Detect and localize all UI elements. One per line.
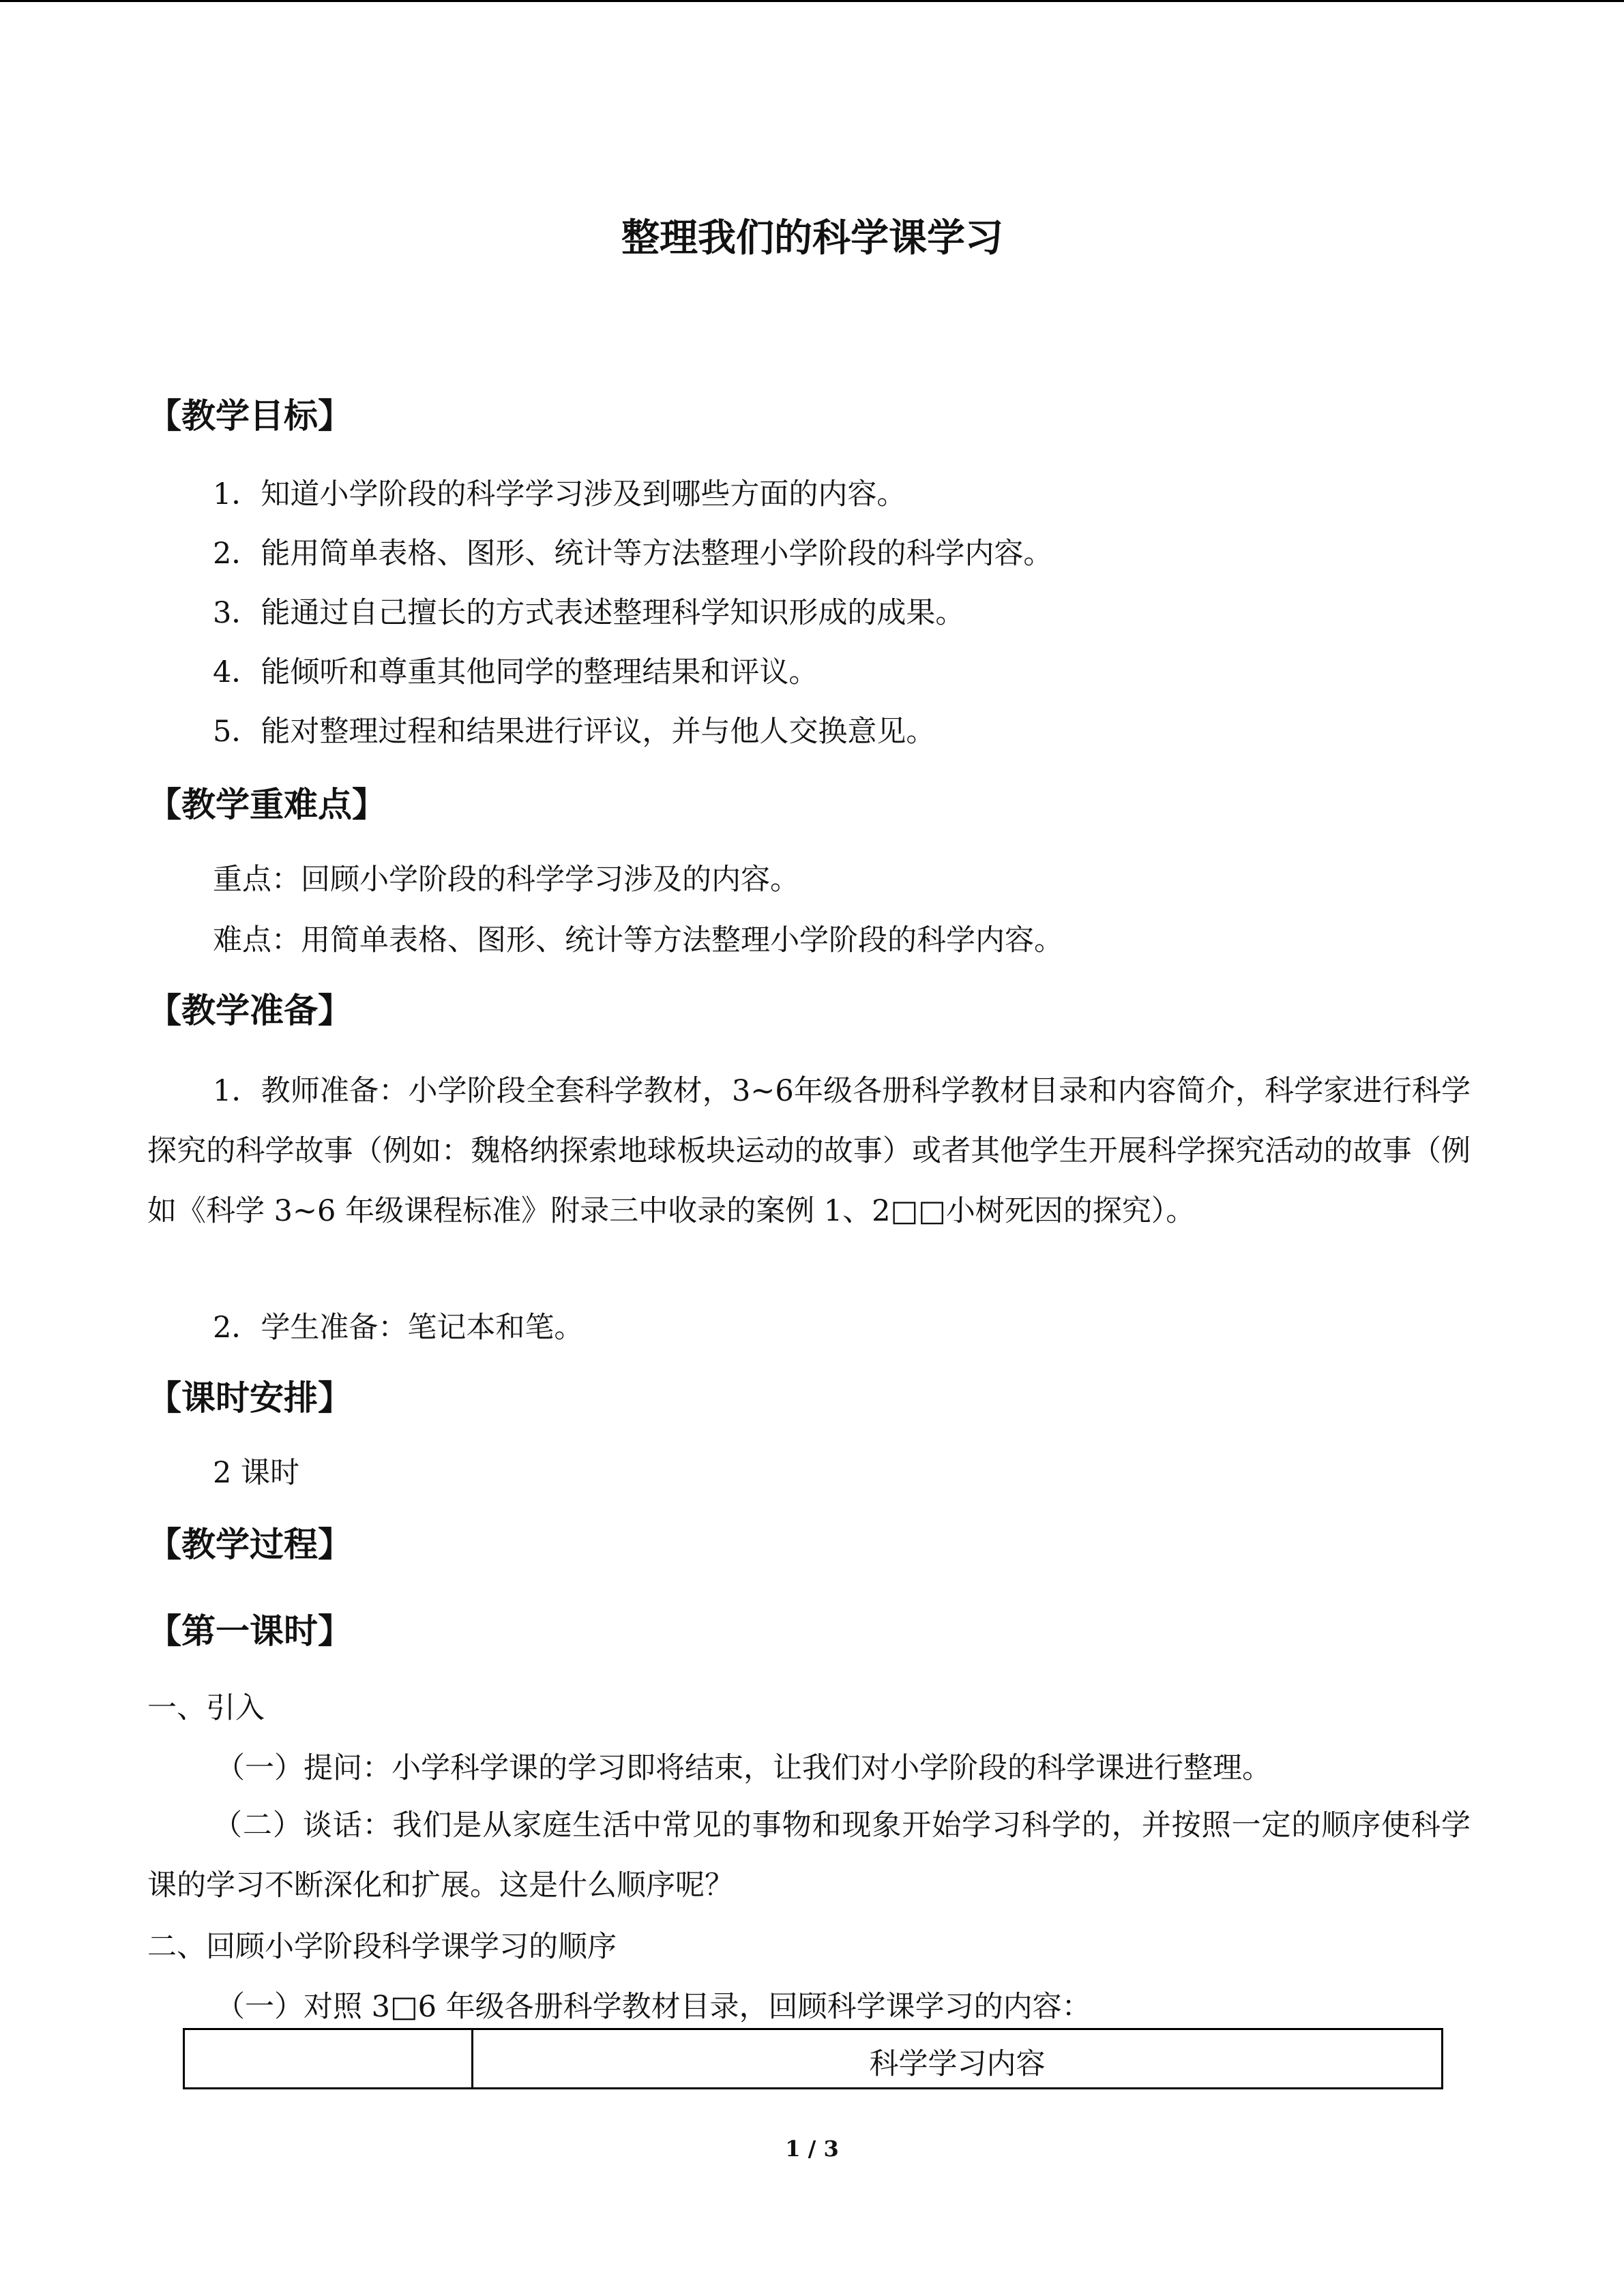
objective-item-5: 5．能对整理过程和结果进行评议，并与他人交换意见。 [213, 715, 936, 749]
intro-item-1: （一）提问：小学科学课的学习即将结束，让我们对小学阶段的科学课进行整理。 [216, 1751, 1271, 1785]
heading-process: 【教学过程】 [147, 1525, 352, 1564]
heading-preparation: 【教学准备】 [147, 991, 352, 1030]
table-header-cell-2: 科学学习内容 [869, 2046, 1046, 2081]
preparation-teacher: 1．教师准备：小学阶段全套科学教材，3~6年级各册科学教材目录和内容简介，科学家进行科学探究的科学故事（例如：魏格纳探索地球板块运动的故事）或者其他学生开展科学探究活动的故事（例如《科学 3~6 年级课程标准》附录三中收录的案例 1、2□□小树死因的探究）。 [147, 1074, 1471, 1228]
top-border-rule [0, 0, 1624, 2]
review-item-1: （一）对照 3□6 年级各册科学教材目录，回顾科学课学习的内容： [216, 1990, 1091, 2024]
intro-item-2: （二）谈话：我们是从家庭生活中常见的事物和现象开始学习科学的，并按照一定的顺序使科学课的学习不断深化和扩展。这是什么顺序呢？ [147, 1808, 1471, 1903]
intro-title: 一、引入 [147, 1691, 265, 1725]
objective-item-2: 2．能用简单表格、图形、统计等方法整理小学阶段的科学内容。 [213, 537, 1053, 571]
key-point-difficulty: 难点：用简单表格、图形、统计等方法整理小学阶段的科学内容。 [213, 923, 1063, 957]
objective-item-3: 3．能通过自己擅长的方式表述整理科学知识形成的成果。 [213, 596, 965, 630]
heading-lesson-1: 【第一课时】 [147, 1611, 352, 1651]
schedule-value: 2 课时 [213, 1456, 300, 1490]
document-title: 整理我们的科学课学习 [621, 216, 1003, 260]
page-number: 1 / 3 [785, 2136, 839, 2162]
table-header-cell-1 [185, 2030, 473, 2087]
preparation-student: 2．学生准备：笔记本和笔。 [213, 1311, 584, 1345]
key-point-focus: 重点：回顾小学阶段的科学学习涉及的内容。 [213, 863, 799, 897]
review-title: 二、回顾小学阶段科学课学习的顺序 [147, 1930, 617, 1964]
objective-item-4: 4．能倾听和尊重其他同学的整理结果和评议。 [213, 655, 818, 689]
objective-item-1: 1．知道小学阶段的科学学习涉及到哪些方面的内容。 [213, 477, 906, 511]
heading-objectives: 【教学目标】 [147, 396, 352, 436]
content-table [183, 2028, 1443, 2089]
heading-key-points: 【教学重难点】 [147, 785, 386, 824]
heading-schedule: 【课时安排】 [147, 1378, 352, 1418]
